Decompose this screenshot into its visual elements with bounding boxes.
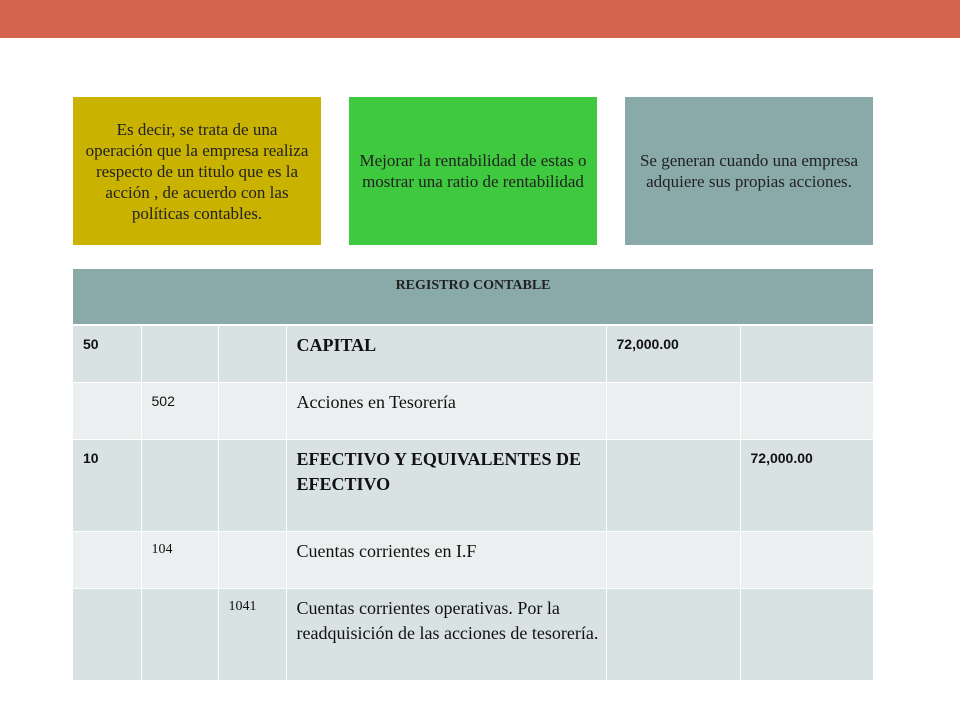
top-accent-bar bbox=[0, 0, 960, 38]
origin-box bbox=[625, 97, 873, 245]
credit-amount: 72,000.00 bbox=[740, 439, 873, 531]
table-row bbox=[73, 588, 873, 680]
credit-amount bbox=[740, 325, 873, 382]
account-code bbox=[73, 531, 141, 588]
division-code bbox=[218, 439, 286, 531]
division-code: 1041 bbox=[218, 588, 286, 680]
definition-text: Es decir, se trata de una operación que la empresa realiza respecto de un titulo que es la acción , de acuerdo con las políticas contables. bbox=[85, 119, 309, 223]
account-description: CAPITAL bbox=[286, 325, 606, 382]
accounting-entry-table bbox=[73, 269, 873, 681]
table-row bbox=[73, 325, 873, 382]
account-description: EFECTIVO Y EQUIVALENTES DE EFECTIVO bbox=[286, 439, 606, 531]
subaccount-code: 104 bbox=[141, 531, 218, 588]
credit-amount bbox=[740, 382, 873, 439]
credit-amount bbox=[740, 588, 873, 680]
debit-amount bbox=[606, 531, 740, 588]
table-row bbox=[73, 382, 873, 439]
subaccount-code bbox=[141, 325, 218, 382]
account-description: Acciones en Tesorería bbox=[286, 382, 606, 439]
debit-amount bbox=[606, 439, 740, 531]
table-row bbox=[73, 439, 873, 531]
subaccount-code bbox=[141, 588, 218, 680]
division-code bbox=[218, 382, 286, 439]
account-code bbox=[73, 588, 141, 680]
debit-amount bbox=[606, 588, 740, 680]
purpose-box bbox=[349, 97, 597, 245]
division-code bbox=[218, 325, 286, 382]
account-description: Cuentas corrientes operativas. Por la readquisición de las acciones de tesorería. bbox=[286, 588, 606, 680]
purpose-text: Mejorar la rentabilidad de estas o mostrar una ratio de rentabilidad bbox=[359, 151, 587, 191]
account-description: Cuentas corrientes en I.F bbox=[286, 531, 606, 588]
table-row bbox=[73, 531, 873, 588]
account-code: 50 bbox=[73, 325, 141, 382]
credit-amount bbox=[740, 531, 873, 588]
subaccount-code: 502 bbox=[141, 382, 218, 439]
table-header-row bbox=[73, 269, 873, 325]
account-code: 10 bbox=[73, 439, 141, 531]
debit-amount bbox=[606, 382, 740, 439]
debit-amount: 72,000.00 bbox=[606, 325, 740, 382]
subaccount-code bbox=[141, 439, 218, 531]
definition-box bbox=[73, 97, 321, 245]
table-title: REGISTRO CONTABLE bbox=[73, 269, 873, 325]
division-code bbox=[218, 531, 286, 588]
origin-text: Se generan cuando una empresa adquiere sus propias acciones. bbox=[639, 151, 859, 191]
account-code bbox=[73, 382, 141, 439]
